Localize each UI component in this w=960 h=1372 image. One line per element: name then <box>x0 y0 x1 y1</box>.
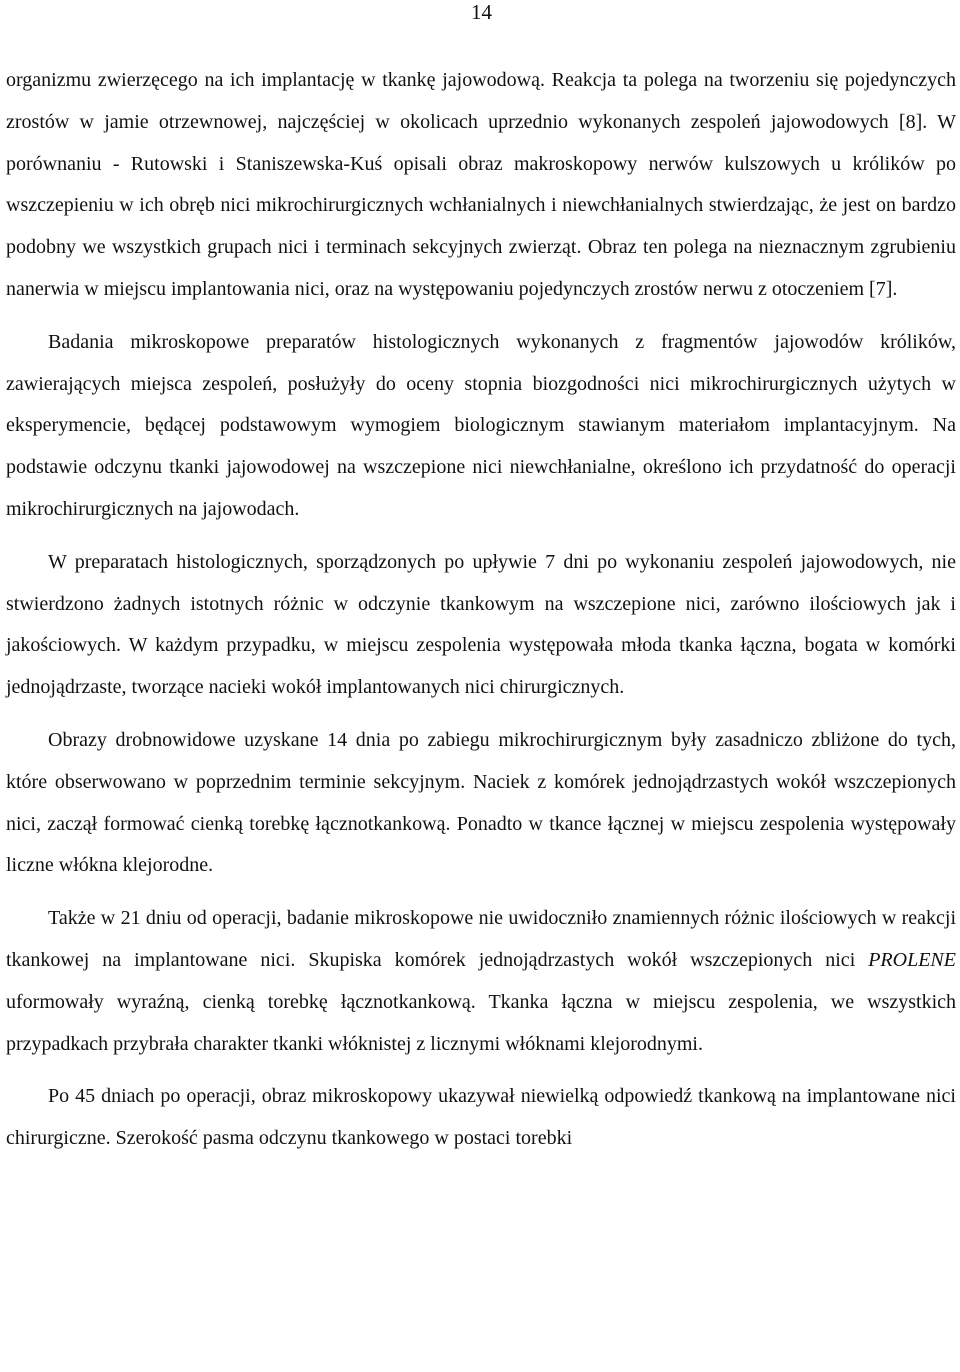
paragraph-1: organizmu zwierzęcego na ich implantację w tkankę jajowodową. Reakcja ta polega na tworzeniu się pojedynczych zrostów w jamie otrzewnowej, najczęściej w okolicach uprzednio wykonanych zespoleń jajowodowych [8]. W porównaniu - Rutowski i Staniszewska-Kuś opisali obraz makroskopowy nerwów kulszowych u królików po wszczepieniu w ich obręb nici mikrochirurgicznych wchłanialnych i niewchłanialnych stwierdzając, że jest on bardzo podobny we wszystkich grupach nici i terminach sekcyjnych zwierząt. Obraz ten polega na nieznacznym zgrubieniu nanerwia w miejscu implantowania nici, oraz na występowaniu pojedynczych zrostów nerwu z otoczeniem [7]. <box>6 69 956 300</box>
paragraph-3: W preparatach histologicznych, sporządzonych po upływie 7 dni po wykonaniu zespoleń jajowodowych, nie stwierdzono żadnych istotnych różnic w odczynie tkankowym na wszczepione nici, zarówno ilościowych jak i jakościowych. W każdym przypadku, w miejscu zespolenia występowała młoda tkanka łączna, bogata w komórki jednojądrzaste, tworzące nacieki wokół implantowanych nici chirurgicznych. <box>6 550 956 699</box>
body-text <box>6 60 956 1160</box>
paragraph-5-text-after: uformowały wyraźną, cienką torebkę łącznotkankową. Tkanka łączna w miejscu zespolenia, we wszystkich przypadkach przybrała charakter tkanki włóknistej z licznymi włóknami klejorodnymi. <box>6 990 956 1055</box>
prolene-term: PROLENE <box>868 948 956 971</box>
paragraph-4: Obrazy drobnowidowe uzyskane 14 dnia po zabiegu mikrochirurgicznym były zasadniczo zbliżone do tych, które obserwowano w poprzednim terminie sekcyjnym. Naciek z komórek jednojądrzastych wokół wszczepionych nici, zaczął formować cienką torebkę łącznotkankową. Ponadto w tkance łącznej w miejscu zespolenia występowały liczne włókna klejorodne. <box>6 728 956 877</box>
paragraph-5-text-before: Także w 21 dniu od operacji, badanie mikroskopowe nie uwidoczniło znamiennych różnic ilościowych w reakcji tkankowej na implantowane nici. Skupiska komórek jednojądrzastych wokół wszczepionych nici <box>6 907 956 971</box>
page-number: 14 <box>471 0 492 24</box>
paragraph-6: Po 45 dniach po operacji, obraz mikroskopowy ukazywał niewielką odpowiedź tkankową na implantowane nici chirurgiczne. Szerokość pasma odczynu tkankowego w postaci torebki <box>6 1085 956 1150</box>
paragraph-2: Badania mikroskopowe preparatów histologicznych wykonanych z fragmentów jajowodów królików, zawierających miejsca zespoleń, posłużyły do oceny stopnia biozgodności nici mikrochirurgicznych użytych w eksperymencie, będącej podstawowym wymogiem biologicznym stawianym materiałom implantacyjnym. Na podstawie odczynu tkanki jajowodowej na wszczepione nici niewchłanialne, określono ich przydatność do operacji mikrochirurgicznych na jajowodach. <box>6 330 956 520</box>
paragraph-5 <box>6 898 956 1065</box>
